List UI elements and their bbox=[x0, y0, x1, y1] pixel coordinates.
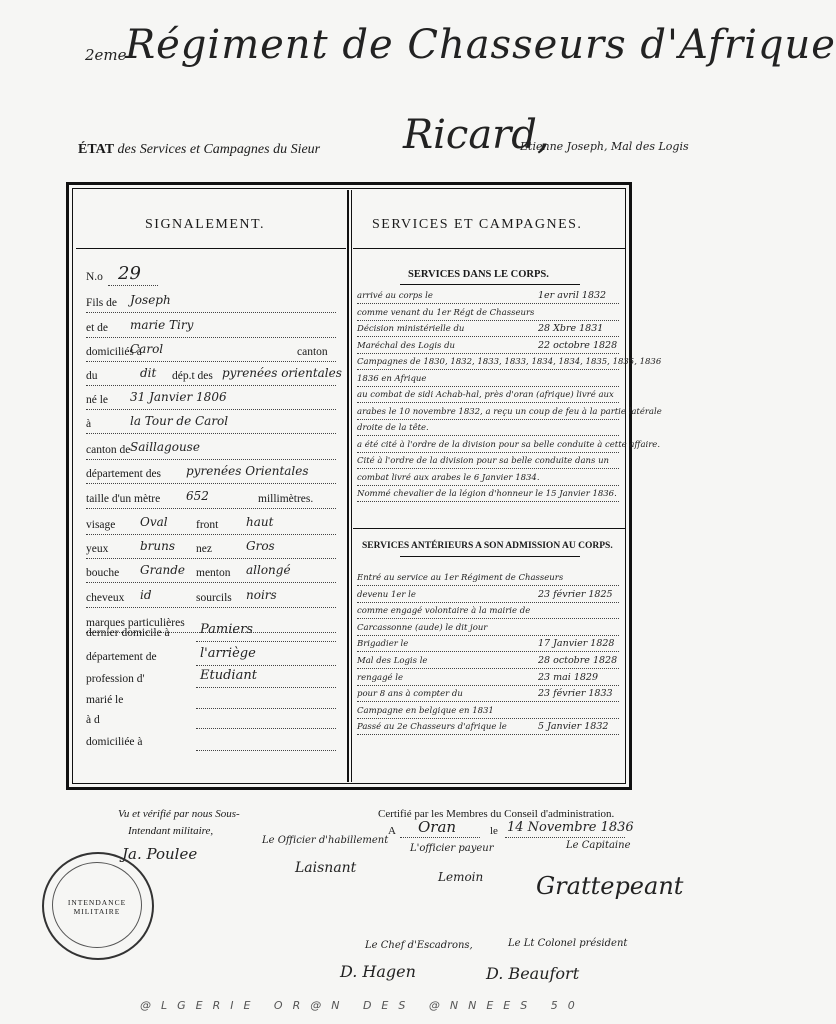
anterieur-date: 23 mai 1829 bbox=[538, 671, 599, 683]
signalement-value: Oval bbox=[140, 515, 168, 529]
a-label: A bbox=[388, 825, 396, 837]
colonel-signature: D. Beaufort bbox=[486, 964, 580, 983]
service-text: 1836 en Afrique bbox=[357, 373, 427, 384]
signalement-value: dit bbox=[140, 366, 157, 380]
domicile-line bbox=[196, 728, 336, 729]
place-line bbox=[400, 837, 480, 838]
service-line bbox=[357, 369, 619, 370]
service-text: droite de la tête. bbox=[357, 423, 429, 433]
signalement-value2: Gros bbox=[246, 539, 275, 553]
service-line bbox=[357, 419, 619, 420]
signalement-line bbox=[86, 361, 336, 362]
signalement-heading: SIGNALEMENT. bbox=[145, 217, 266, 232]
anterieur-line bbox=[357, 585, 619, 586]
anterieur-date: 28 octobre 1828 bbox=[538, 655, 618, 666]
date-value: 14 Novembre 1836 bbox=[507, 820, 634, 835]
services-anterieurs-rule bbox=[400, 556, 580, 557]
service-line bbox=[357, 435, 619, 436]
signalement-label: visage bbox=[86, 519, 116, 531]
signalement-label: bouche bbox=[86, 567, 120, 579]
domicile-line bbox=[196, 665, 336, 666]
anterieur-date: 17 Janvier 1828 bbox=[538, 638, 615, 650]
domicile-value: Etudiant bbox=[200, 668, 257, 683]
signalement-label: Fils de bbox=[86, 297, 117, 309]
service-text: combat livré aux arabes le 6 Janvier 1834. bbox=[357, 472, 540, 483]
domicile-label: département de bbox=[86, 651, 157, 663]
domicile-line bbox=[196, 708, 336, 709]
service-line bbox=[357, 303, 619, 304]
regiment-number: 2eme bbox=[85, 46, 127, 64]
anterieur-text: Mal des Logis le bbox=[357, 656, 428, 666]
capitaine-signature: Grattepeant bbox=[536, 872, 684, 900]
anterieur-line bbox=[357, 651, 619, 652]
anterieur-text: Passé au 2e Chasseurs d'afrique le bbox=[357, 722, 507, 733]
service-text: comme venant du 1er Régt de Chasseurs bbox=[357, 307, 535, 318]
payeur-signature: Lemoin bbox=[438, 870, 484, 884]
signalement-line bbox=[86, 483, 336, 484]
anterieur-text: comme engagé volontaire à la mairie de bbox=[357, 606, 531, 617]
anterieur-text: devenu 1er le bbox=[357, 589, 416, 600]
anterieur-date: 23 février 1833 bbox=[538, 688, 613, 700]
signalement-label: cheveux bbox=[86, 592, 125, 604]
anterieur-line bbox=[357, 734, 619, 735]
signalement-value2: allongé bbox=[246, 563, 291, 577]
soldier-name-rest: Etienne Joseph, Mal des Logis bbox=[520, 140, 689, 153]
service-line bbox=[357, 468, 619, 469]
signalement-label: département des bbox=[86, 468, 162, 480]
service-text: a été cité à l'ordre de la division pour sa belle conduite à cette affaire. bbox=[357, 439, 661, 450]
signalement-value2: pyrenées orientales bbox=[222, 366, 342, 380]
verified-line2: Intendant militaire, bbox=[128, 825, 214, 837]
service-date: 1er avril 1832 bbox=[538, 290, 607, 301]
signalement-label: né le bbox=[86, 394, 109, 406]
signalement-line bbox=[86, 385, 336, 386]
service-text: arabes le 10 novembre 1832, a reçu un coup de feu à la partie latérale bbox=[357, 406, 662, 417]
signalement-value: id bbox=[140, 588, 152, 602]
numero-label: N.o bbox=[86, 271, 103, 283]
certified-text: Certifié par les Membres du Conseil d'administration. bbox=[378, 808, 615, 820]
signalement-line bbox=[86, 312, 336, 313]
domicile-line bbox=[196, 750, 336, 751]
signalement-label2: dép.t des bbox=[172, 370, 213, 382]
signalement-label: taille d'un mètre bbox=[86, 493, 161, 505]
signalement-label2: sourcils bbox=[196, 592, 232, 604]
anterieur-line bbox=[357, 718, 619, 719]
services-anterieurs-heading: SERVICES ANTÉRIEURS A SON ADMISSION AU CORPS. bbox=[362, 541, 613, 551]
anterieur-line bbox=[357, 602, 619, 603]
service-text: Maréchal des Logis du bbox=[357, 340, 456, 351]
signalement-line bbox=[86, 582, 336, 583]
soldier-name: Ricard, bbox=[403, 112, 550, 158]
watermark: @LGERIE OR@N DES @NNEES 50 bbox=[140, 999, 585, 1012]
date-label: le bbox=[490, 825, 498, 837]
services-heading: SERVICES ET CAMPAGNES. bbox=[372, 217, 583, 232]
domicile-label: marié le bbox=[86, 694, 124, 706]
service-line bbox=[357, 320, 619, 321]
signalement-label: yeux bbox=[86, 543, 109, 555]
services-corps-rule bbox=[400, 284, 580, 285]
service-line bbox=[357, 485, 619, 486]
signalement-line bbox=[86, 337, 336, 338]
anterieur-text: pour 8 ans à compter du bbox=[357, 689, 463, 700]
signalement-label: domiciliés à bbox=[86, 346, 142, 358]
signalement-value: bruns bbox=[140, 539, 176, 553]
signalement-line bbox=[86, 508, 336, 509]
signalement-line bbox=[86, 534, 336, 535]
capitaine-title: Le Capitaine bbox=[566, 840, 631, 851]
intendant-signature: Ja. Poulee bbox=[122, 845, 198, 863]
anterieur-line bbox=[357, 701, 619, 702]
colonel-title: Le Lt Colonel président bbox=[508, 938, 628, 949]
anterieur-date: 23 février 1825 bbox=[538, 588, 613, 600]
etat-prefix: ÉTAT bbox=[78, 142, 115, 157]
left-heading-rule bbox=[76, 248, 346, 249]
signalement-value: 652 bbox=[186, 489, 209, 503]
signalement-label2: front bbox=[196, 519, 219, 531]
domicile-label: à d bbox=[86, 714, 100, 726]
domicile-value: l'arriège bbox=[200, 646, 256, 661]
signalement-value: Grande bbox=[140, 563, 185, 577]
anterieur-line bbox=[357, 618, 619, 619]
chef-signature: D. Hagen bbox=[340, 962, 416, 981]
etat-line bbox=[78, 142, 320, 158]
anterieur-date: 5 Janvier 1832 bbox=[538, 721, 609, 733]
stamp-text: INTENDANCE MILITAIRE bbox=[67, 898, 127, 916]
services-corps-heading: SERVICES DANS LE CORPS. bbox=[408, 269, 549, 280]
signalement-label: canton de bbox=[86, 444, 131, 456]
signalement-value: Saillagouse bbox=[130, 440, 200, 454]
anterieur-text: rengagé le bbox=[357, 672, 403, 683]
service-line bbox=[357, 501, 619, 502]
signalement-line bbox=[86, 558, 336, 559]
signalement-label2: nez bbox=[196, 543, 212, 555]
service-text: Décision ministérielle du bbox=[357, 324, 465, 334]
verified-line1: Vu et vérifié par nous Sous- bbox=[118, 808, 240, 820]
service-line bbox=[357, 353, 619, 354]
column-divider bbox=[347, 190, 349, 782]
domicile-value: Pamiers bbox=[200, 622, 253, 637]
signalement-value: la Tour de Carol bbox=[130, 414, 229, 428]
etat-text: des Services et Campagnes du Sieur bbox=[117, 142, 321, 157]
signalement-value2: noirs bbox=[246, 588, 277, 602]
signalement-value: Carol bbox=[130, 342, 164, 356]
domicile-line bbox=[196, 687, 336, 688]
payeur-title: L'officier payeur bbox=[410, 843, 494, 854]
chef-title: Le Chef d'Escadrons, bbox=[365, 940, 473, 951]
numero-line bbox=[108, 285, 158, 286]
signalement-line bbox=[86, 459, 336, 460]
signalement-label: du bbox=[86, 370, 98, 382]
service-date: 28 Xbre 1831 bbox=[538, 323, 604, 334]
service-text: Nommé chevalier de la légion d'honneur le 15 Janvier 1836. bbox=[357, 489, 617, 499]
service-text: arrivé au corps le bbox=[357, 291, 433, 301]
service-line bbox=[357, 386, 619, 387]
anterieur-line bbox=[357, 668, 619, 669]
domicile-label: dernier domicile à bbox=[86, 627, 170, 639]
signalement-label2: menton bbox=[196, 567, 231, 579]
service-line bbox=[357, 402, 619, 403]
services-separator bbox=[353, 528, 625, 529]
signalement-value: Joseph bbox=[130, 293, 171, 307]
anterieur-text: Entré au service au 1er Régiment de Chasseurs bbox=[357, 573, 564, 583]
anterieur-line bbox=[357, 635, 619, 636]
service-text: au combat de sidi Achab-hal, près d'oran (afrique) livré aux bbox=[357, 390, 614, 400]
numero-value: 29 bbox=[118, 263, 141, 284]
service-text: Cité à l'ordre de la division pour sa belle conduite dans un bbox=[357, 456, 610, 466]
service-text: Campagnes de 1830, 1832, 1833, 1833, 1834, 1834, 1835, 1835, 1836 bbox=[357, 357, 662, 367]
signalement-line bbox=[86, 409, 336, 410]
domicile-label: profession d' bbox=[86, 673, 145, 685]
service-line bbox=[357, 452, 619, 453]
signalement-line bbox=[86, 433, 336, 434]
column-divider-inner bbox=[351, 190, 352, 782]
service-date: 22 octobre 1828 bbox=[538, 339, 618, 351]
regiment-title: Régiment de Chasseurs d'Afrique bbox=[125, 22, 836, 68]
signalement-value: 31 Janvier 1806 bbox=[130, 390, 227, 404]
date-line bbox=[505, 837, 625, 838]
signalement-label: à bbox=[86, 418, 92, 430]
anterieur-text: Campagne en belgique en 1831 bbox=[357, 705, 494, 716]
habillement-signature: Laisnant bbox=[295, 860, 357, 876]
right-heading-rule bbox=[353, 248, 625, 249]
signalement-value: pyrenées Orientales bbox=[186, 464, 309, 478]
habillement-title: Le Officier d'habillement bbox=[262, 835, 389, 846]
anterieur-text: Carcassonne (aude) le dit jour bbox=[357, 622, 488, 633]
domicile-label: domiciliée à bbox=[86, 736, 143, 748]
signalement-value2: haut bbox=[246, 515, 274, 529]
signalement-label2: millimètres. bbox=[258, 493, 314, 505]
anterieur-line bbox=[357, 685, 619, 686]
signalement-label: marques particulières bbox=[86, 617, 185, 629]
signalement-label2: canton bbox=[297, 346, 328, 358]
service-line bbox=[357, 336, 619, 337]
signalement-label: et de bbox=[86, 322, 109, 334]
signalement-value: marie Tiry bbox=[130, 318, 194, 332]
signalement-line bbox=[86, 607, 336, 608]
place-value: Oran bbox=[418, 818, 457, 836]
domicile-line bbox=[196, 641, 336, 642]
anterieur-text: Brigadier le bbox=[357, 639, 409, 650]
